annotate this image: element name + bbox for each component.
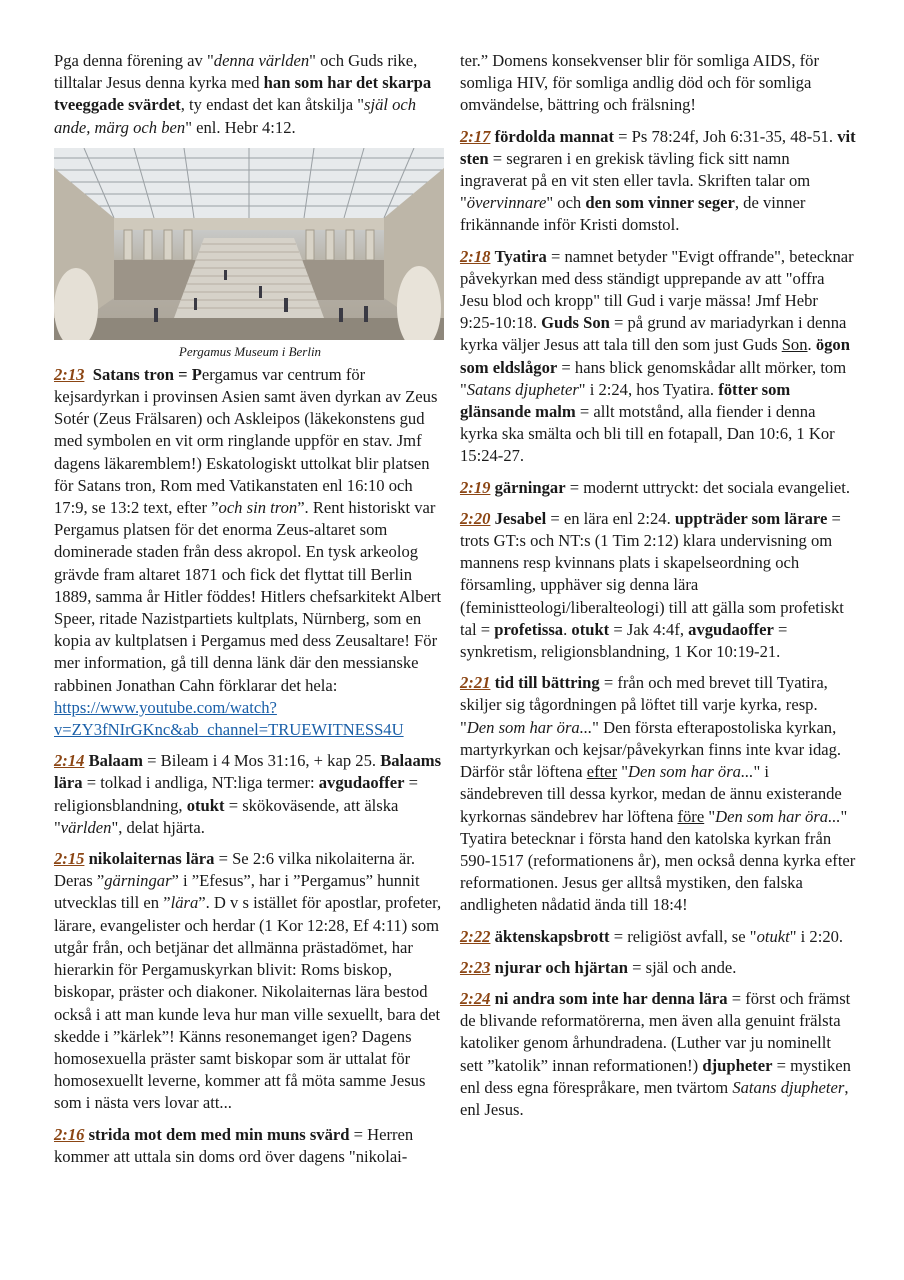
verse-2-14: 2:14 Balaam = Bileam i 4 Mos 31:16, + kap 25. Balaams lära = tolkad i andliga, NT:liga termer: avgudaoffer = religionsblandning, otukt = skökoväsende, att älska "världen", delat hjärta.: [54, 751, 442, 837]
verse-ref: 2:19: [460, 477, 491, 497]
verse-ref: 2:20: [460, 508, 491, 528]
verse-2-19: 2:19 gärningar = modernt uttryckt: det sociala evangeliet.: [460, 477, 851, 497]
continuation-paragraph: ter.” Domens konsekvenser blir för somliga AIDS, för somliga HIV, för somliga andlig död och för somliga omvändelse, bättring och frälsning!: [460, 51, 820, 115]
intro-paragraph: Pga denna förening av "denna världen" och Guds rike, tilltalar Jesus denna kyrka med han som har det skarpa tveeggade svärdet, ty endast det kan åtskilja "själ och ande, märg och ben" enl. Hebr 4:12.: [54, 51, 432, 137]
verse-2-21: 2:21 tid till bättring = från och med brevet till Tyatira, skiljer sig tågordningen på löftet till varje kyrka, resp. "Den som har öra..." Den första efterapostoliska kyrkan, martyrkyrkan och kejsar/påvekyrkan finns inte kvar idag. Därför står löftena efter "Den som har öra..." i sändebreven till dessa kyrkor, medan de ännu existerande kyrkornas sändebrev har löftena före "Den som har öra..." Tyatira betecknar i första hand den katolska kyrkan från 590-1517 (reformationens år), men också denna kyrka efter reformationen. Jesus ger alltså mystiken, den falska andligheten nådatid ända till 18:4!: [460, 673, 856, 915]
verse-2-16: 2:16 strida mot dem med min muns svärd = Herren kommer att uttala sin doms ord över dagens "nikolai-: [54, 1124, 414, 1166]
left-column: [54, 50, 446, 1177]
verse-ref: 2:14: [54, 751, 85, 771]
youtube-link[interactable]: https://www.youtube.com/watch?v=ZY3fNIrGKnc&ab_channel=TRUEWITNESS4U: [54, 697, 404, 740]
verse-2-22: 2:22 äktenskapsbrott = religiöst avfall, se "otukt" i 2:20.: [460, 926, 844, 946]
verse-ref: 2:21: [460, 673, 491, 693]
verse-2-15: 2:15 nikolaiternas lära = Se 2:6 vilka nikolaiterna är. Deras ”gärningar” i ”Efesus”, har i ”Pergamus” hunnit utvecklas till en ”lära”. D v s istället för apostlar, profeter, lärare, evangelister och herdar (1 Kor 12:28, Ef 4:11) som utgår från, och betjänar det allmänna prästadömet, har hierarkin för Pergamuskyrkan blivit: Roms biskop, biskopar, präster och diakoner. Nikolaiternas lära bestod också i att man kunde leva hur man ville sexuellt, bara det skedde i ”kärlek”! Känns resonemanget igen? Dagens homosexuella präster samt biskopar som är uttalat för homosexuellt leverne, kommer att få möta samme Jesus som i nästa vers lovar att...: [54, 849, 442, 1113]
verse-ref: 2:24: [460, 988, 491, 1008]
verse-2-23: 2:23 njurar och hjärtan = själ och ande.: [460, 957, 737, 977]
verse-2-18: 2:18 Tyatira = namnet betyder "Evigt offrande", betecknar påvekyrkan med dess ständigt upprepande av att "offra Jesu blod och kropp" till Gud i varje mässa! Jmf Hebr 9:25-10:18. Guds Son = på grund av mariadyrkan i denna kyrka väljer Jesus att tala till den som just Guds Son. ögon som eldslågor = hans blick genomskådar allt mörker, tom "Satans djupheter" i 2:24, hos Tyatira. fötter som glänsande malm = allt motstånd, alla fiender i denna kyrka ska smälta och bli till en fotapall, Dan 10:6, 1 Kor 15:24-27.: [460, 246, 854, 466]
image-caption: Pergamus Museum i Berlin: [178, 343, 322, 359]
verse-2-13: 2:13 Satans tron = Pergamus var centrum för kejsardyrkan i provinsen Asien samt även dyrkan av Zeus Sotér (Zeus Frälsaren) och Askleipos (läkekonstens gud med symbolen en vit orm ringlande uppför en stav. Jmf dagens läkaremblem!) Eskatologiskt uttolkat blir platsen för Satans tron, Rom med Vatikanstaten enl 16:10 och 17:9, se 13:2 text, efter ”och sin tron”. Rent historiskt var Pergamus platsen för det enorma Zeus-altaret som dominerade staden från dess akropol. En tysk arkeolog grävde fram altaret 1871 och fick det flyttat till Berlin 1889, samma år Hitler föddes! Hitlers chefsarkitekt Albert Speer, ritade Nazistpartiets kultplats, Nürnberg, som en kopia av kultplatsen i Pergamus med dess Zeusaltare! För mer information, gå till denna länk där den messianske rabbinen Jonathan Cahn förklarar det hela: https://www.youtube.com/watch?v=ZY3fNIrGKnc&ab_channel=TRUEWITNESS4U: [54, 364, 442, 740]
verse-2-24: 2:24 ni andra som inte har denna lära = först och främst de blivande reformatörerna, men även alla genuint frälsta katoliker genom århundradena. (Luther var ju nominellt sett ”katolik” innan reformationen!) djupheter = mystiken enl dess egna förespråkare, men tvärtom Satans djupheter, enl Jesus.: [460, 988, 851, 1119]
verse-2-17: 2:17 fördolda mannat = Ps 78:24f, Joh 6:31-35, 48-51. vit sten = segraren i en grekisk tävling fick sitt namn ingraverat på en vit sten eller tavla. Skriften talar om "övervinnare" och den som vinner seger, de vinner frikännande inför Kristi domstol.: [460, 126, 856, 235]
verse-ref: 2:17: [460, 126, 491, 146]
right-column: [460, 50, 856, 1130]
verse-2-20: 2:20 Jesabel = en lära enl 2:24. uppträder som lärare = trots GT:s och NT:s (1 Tim 2:12) klara undervisning om mannens resp kvinnans plats i skapelseordning och församling, upphäver sig denna lära (feministteologi/liberalteologi) till att gälla som profetiskt tal = profetissa. otukt = Jak 4:4f, avgudaoffer = synkretism, religionsblandning, 1 Kor 10:19-21.: [460, 508, 844, 662]
verse-ref: 2:22: [460, 926, 491, 946]
verse-ref: 2:15: [54, 849, 85, 869]
pergamon-museum-photo: [54, 148, 444, 340]
verse-ref: 2:18: [460, 246, 491, 266]
verse-ref: 2:13: [54, 364, 85, 384]
verse-ref: 2:16: [54, 1124, 85, 1144]
verse-ref: 2:23: [460, 957, 491, 977]
